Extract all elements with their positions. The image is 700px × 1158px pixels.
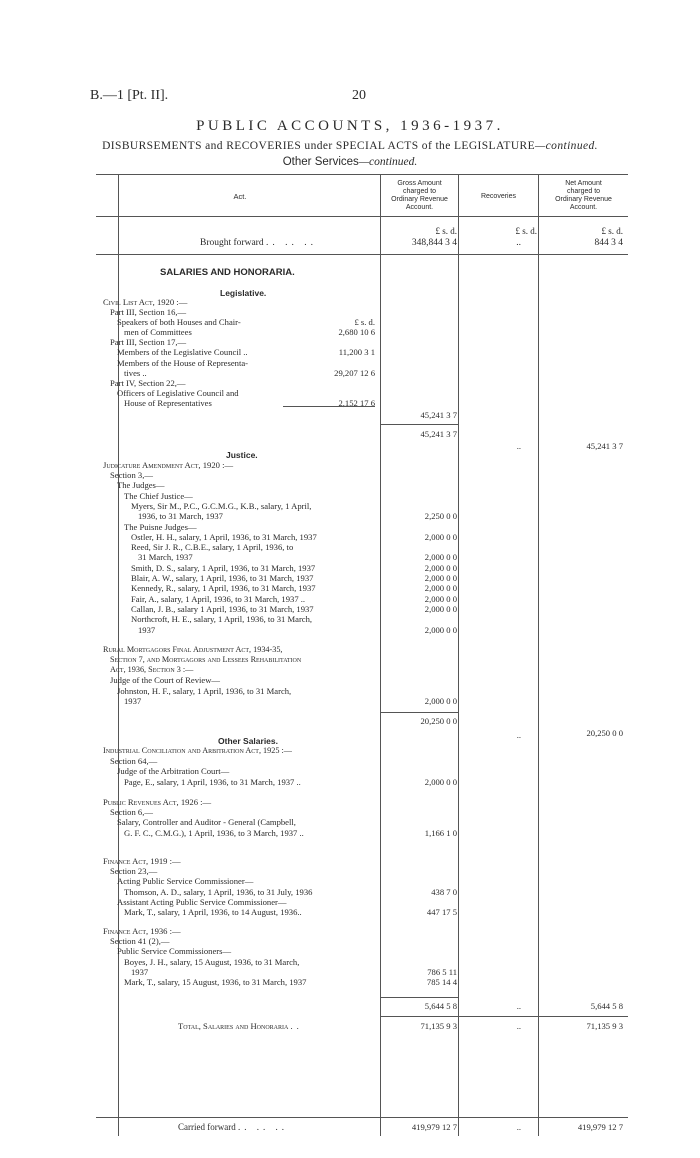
other-act4: Finance Act, 1936 :— (103, 926, 181, 936)
line-text: Fair, A., salary, 1 April, 1936, to 31 March, 1937 .. (131, 593, 306, 604)
line-amount: 2,000 0 0 (424, 583, 457, 594)
other-net: 5,644 5 8 (590, 1001, 623, 1011)
line-text: The Judges— (117, 480, 165, 491)
total-label: Total, Salaries and Honoraria .. (178, 1021, 303, 1031)
currency-head-gross: £ s. d. (435, 226, 457, 236)
header-bottom-rule (96, 216, 628, 217)
justice-net: 20,250 0 0 (586, 728, 623, 738)
legislative-sum-rule (283, 406, 375, 407)
line-text: Section 64,— (110, 756, 158, 766)
justice-subtotal-rule (380, 712, 458, 713)
other-subtotal: 5,644 5 8 (424, 1001, 457, 1011)
line-amount: £ s. d. (354, 317, 375, 328)
line-amount: 2,000 0 0 (424, 776, 457, 787)
line-text: Blair, A. W., salary, 1 April, 1936, to 31 March, 1937 (131, 573, 314, 583)
line-amount: 2,000 0 0 (424, 573, 457, 583)
line-text: 1937 (138, 624, 156, 635)
carried-forward-gross: 419,979 12 7 (411, 1122, 457, 1132)
line-text: Ostler, H. H., salary, 1 April, 1936, to 31 March, 1937 (131, 531, 317, 542)
total-rule (380, 1016, 628, 1017)
line-text: Northcroft, H. E., salary, 1 April, 1936, to 31 March, (131, 614, 313, 625)
legislative-subtotal: 45,241 3 7 (420, 429, 457, 439)
table-top-rule (96, 174, 628, 175)
justice-heading: Justice. (226, 450, 258, 460)
line-text: Mark, T., salary, 1 April, 1936, to 14 August, 1936.. (124, 907, 302, 918)
line-text: Section 6,— (110, 807, 153, 817)
line-amount: 2,152 17 6 (338, 397, 375, 408)
line-text: Page, E., salary, 1 April, 1936, to 31 March, 1937 .. (124, 776, 301, 787)
brought-forward-net: 844 3 4 (594, 238, 623, 248)
line-amount: 786 5 11 (427, 966, 457, 977)
col-head-net-l1: Net Amount (565, 180, 602, 187)
line-amount: 1,166 1 0 (424, 827, 457, 838)
col-head-net-l3: Ordinary Revenue (555, 196, 612, 203)
line-text: Officers of Legislative Council and (117, 387, 239, 398)
justice-act2-line2: Section 7, and Mortgagors and Lessees Rehabilitation (110, 655, 302, 664)
other-act2: Public Revenues Act, 1926 :— (103, 797, 212, 807)
line-text: The Chief Justice— (124, 490, 193, 501)
subtitle-main: DISBURSEMENTS and RECOVERIES under SPECIAL ACTS of the LEGISLATURE (102, 140, 536, 152)
line-amount: 438 7 0 (431, 886, 457, 897)
legislative-recoveries: .. (516, 441, 521, 451)
line-text: Salary, Controller and Auditor - General (Campbell, (117, 817, 296, 828)
line-text: 1937 (124, 696, 142, 707)
line-text: Johnston, H. F., salary, 1 April, 1936, to 31 March, (117, 685, 292, 696)
line-amount: 2,000 0 0 (424, 593, 457, 604)
line-text: Section 41 (2),— (110, 936, 170, 946)
line-text: Assistant Acting Public Service Commissioner— (117, 896, 287, 907)
justice-recoveries: .. (516, 730, 521, 740)
col-head-net-l2: charged to (566, 188, 601, 195)
justice-act2-line1: Rural Mortgagors Final Adjustment Act, 1934-35, (103, 645, 283, 654)
line-amount: 2,000 0 0 (424, 603, 457, 614)
col-head-gross-l1: Gross Amount (397, 180, 442, 187)
line-amount: 447 17 5 (426, 907, 457, 918)
col-head-gross (381, 180, 458, 212)
justice-subtotal: 20,250 0 0 (420, 716, 457, 726)
carried-forward-recoveries: .. (516, 1122, 521, 1132)
line-text: Members of the Legislative Council .. (117, 347, 248, 358)
line-text: Callan, J. B., salary 1 April, 1936, to 31 March, 1937 (131, 603, 314, 614)
line-text: Thomson, A. D., salary, 1 April, 1936, to 31 July, 1936 (124, 886, 313, 897)
col-head-net-l4: Account. (569, 204, 598, 211)
page-subtitle (0, 140, 700, 152)
line-text: Part III, Section 16,— (110, 307, 187, 317)
brought-forward-label: Brought forward .. .. .. (200, 238, 317, 248)
other-recoveries: .. (516, 1001, 521, 1011)
other-heading: Other Salaries. (218, 736, 279, 746)
brought-forward-recoveries: .. (516, 238, 521, 248)
line-text: Kennedy, R., salary, 1 April, 1936, to 31 March, 1937 (131, 583, 316, 594)
page-title: PUBLIC ACCOUNTS, 1936-1937. (196, 118, 504, 134)
line-text: 1937 (131, 966, 149, 977)
line-amount: 2,000 0 0 (424, 624, 457, 635)
line-text: Boyes, J. H., salary, 15 August, 1936, to 31 March, (124, 956, 300, 967)
line-text: Section 3,— (110, 470, 153, 480)
legislative-heading: Legislative. (220, 288, 267, 298)
col-head-gross-l3: Ordinary Revenue (391, 196, 448, 203)
col-head-gross-l2: charged to (402, 188, 437, 195)
line-text: Acting Public Service Commissioner— (117, 876, 254, 887)
line-text: 1936, to 31 March, 1937 (138, 511, 223, 522)
line-amount: 11,200 3 1 (338, 347, 375, 358)
total-recoveries: .. (516, 1021, 521, 1031)
subtitle2-continued: —continued. (358, 156, 418, 168)
recoveries-col-left-rule (458, 174, 459, 1136)
legislative-net: 45,241 3 7 (586, 441, 623, 451)
line-text: Reed, Sir J. R., C.B.E., salary, 1 April, 1936, to (131, 542, 294, 553)
col-head-recoveries: Recoveries (480, 193, 516, 200)
line-amount: 29,207 12 6 (334, 367, 375, 378)
line-text: The Puisne Judges— (124, 521, 197, 532)
gross-col-left-rule (380, 174, 381, 1136)
justice-act: Judicature Amendment Act, 1920 :— (103, 460, 234, 470)
line-text: Part III, Section 17,— (110, 337, 187, 348)
line-amount: 2,000 0 0 (424, 552, 457, 563)
legislative-act: Civil List Act, 1920 :— (103, 297, 188, 307)
document-reference: B.—1 [Pt. II]. (90, 88, 169, 103)
currency-head-net: £ s. d. (601, 226, 623, 236)
line-text: Judge of the Arbitration Court— (117, 766, 230, 777)
line-text: Speakers of both Houses and Chair- (117, 317, 241, 328)
subtitle2-main: Other Services (282, 156, 359, 168)
line-text: men of Committees (124, 327, 192, 338)
line-text: Smith, D. S., salary, 1 April, 1936, to 31 March, 1937 (131, 562, 316, 573)
carried-forward-top-rule (96, 1117, 628, 1118)
carried-forward-net: 419,979 12 7 (577, 1122, 623, 1132)
total-gross: 71,135 9 3 (420, 1021, 457, 1031)
carried-forward-label: Carried forward .. .. .. (178, 1122, 288, 1132)
line-text: Myers, Sir M., P.C., G.C.M.G., K.B., salary, 1 April, (131, 500, 312, 511)
section-subtitle (0, 156, 700, 168)
other-subtotal-rule (380, 997, 458, 998)
subtitle-continued: —continued. (535, 140, 598, 152)
line-amount: 2,000 0 0 (424, 562, 457, 573)
net-col-left-rule (538, 174, 539, 1136)
line-text: G. F. C., C.M.G.), 1 April, 1936, to 3 March, 1937 .. (124, 827, 304, 838)
section-heading: SALARIES AND HONORARIA. (160, 267, 295, 278)
brought-forward-gross: 348,844 3 4 (411, 238, 457, 248)
legislative-gross-total: 45,241 3 7 (420, 410, 457, 420)
col-head-gross-l4: Account. (405, 204, 434, 211)
line-text: House of Representatives (124, 397, 212, 408)
line-text: Part IV, Section 22,— (110, 377, 186, 388)
total-net: 71,135 9 3 (586, 1021, 623, 1031)
other-act1: Industrial Conciliation and Arbitration Act, 1925 :— (103, 746, 292, 755)
legislative-subtotal-rule (380, 424, 458, 425)
other-act3: Finance Act, 1919 :— (103, 856, 181, 866)
line-text: Section 23,— (110, 866, 158, 876)
line-text: Members of the House of Representa- (117, 357, 249, 368)
line-text: 31 March, 1937 (138, 552, 193, 563)
line-amount: 785 14 4 (426, 977, 457, 988)
brought-forward-rule (96, 254, 628, 255)
line-text: tives .. (124, 367, 147, 378)
line-amount: 2,000 0 0 (424, 531, 457, 542)
line-text: Judge of the Court of Review— (110, 675, 221, 685)
line-amount: 2,250 0 0 (424, 511, 457, 522)
col-head-net (539, 180, 628, 212)
justice-act2-line3: Act, 1936, Section 3 :— (110, 665, 194, 674)
page-number: 20 (352, 88, 366, 103)
col-head-act: Act. (233, 192, 247, 201)
line-amount: 2,680 10 6 (338, 327, 375, 338)
currency-head-recoveries: £ s. d. (515, 226, 537, 236)
line-text: Public Service Commissioners— (117, 946, 232, 957)
line-text: Mark, T., salary, 15 August, 1936, to 31 March, 1937 (124, 977, 307, 988)
line-amount: 2,000 0 0 (424, 696, 457, 707)
